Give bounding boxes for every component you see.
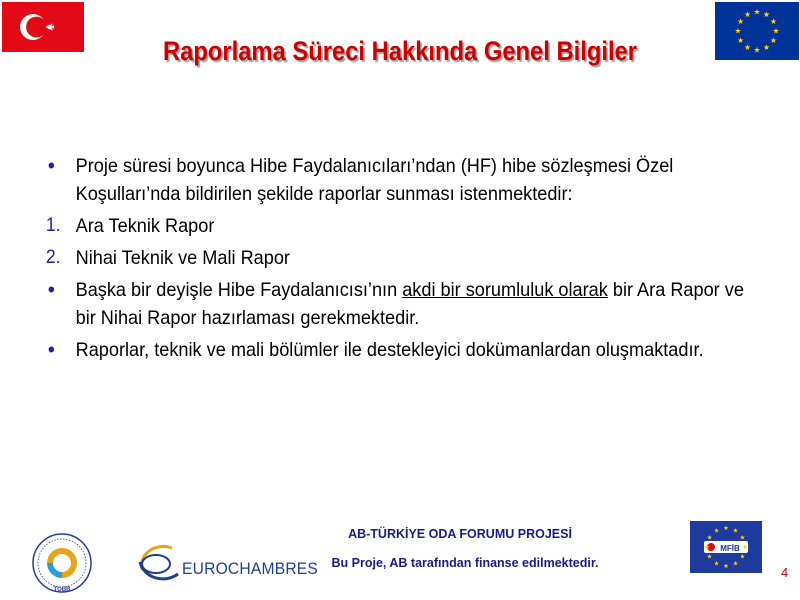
number-marker: 2. <box>45 247 61 268</box>
bullet-marker: • <box>47 153 55 178</box>
list-item-text: Ara Teknik Rapor <box>75 215 215 237</box>
content-list <box>44 152 754 364</box>
number-marker: 1. <box>45 215 61 236</box>
list-item-text: Proje süresi boyunca Hibe Faydalanıcıları’ndan (HF) hibe sözleşmesi Özel Koşulları’nda bildirilen şekilde raporlar sunması istenmektedir: <box>75 155 674 205</box>
list-item-text-underlined: akdi bir sorumluluk olarak <box>402 279 608 301</box>
list-item <box>44 336 751 364</box>
list-item <box>44 212 751 240</box>
list-item <box>44 244 751 272</box>
list-item-text-after: bir Ara Rapor ve bir Nihai Rapor hazırlaması gerekmektedir. <box>75 279 744 329</box>
tobb-text: TOBB <box>53 587 71 593</box>
bullet-marker: • <box>47 337 55 362</box>
bullet-marker: • <box>47 277 55 302</box>
page-number: 4 <box>781 565 789 580</box>
list-item-text: Nihai Teknik ve Mali Rapor <box>75 247 290 269</box>
list-item <box>44 276 751 332</box>
page-title: Raporlama Süreci Hakkında Genel Bilgiler <box>162 36 638 66</box>
mfib-logo <box>690 521 762 573</box>
tobb-logo <box>28 533 96 595</box>
eurochambres-text: EUROCHAMBRES <box>182 559 319 578</box>
footer-financing-note: Bu Proje, AB tarafından finanse edilmektedir. <box>331 556 599 570</box>
mfib-text: MFİB <box>720 544 740 553</box>
list-item-text-before: Başka bir deyişle Hibe Faydalanıcısı’nın <box>75 279 403 301</box>
footer-project-title: AB-TÜRKİYE ODA FORUMU PROJESİ <box>348 527 572 541</box>
list-item-text: Raporlar, teknik ve mali bölümler ile destekleyici dokümanlardan oluşmaktadır. <box>75 339 704 361</box>
list-item <box>44 152 751 208</box>
